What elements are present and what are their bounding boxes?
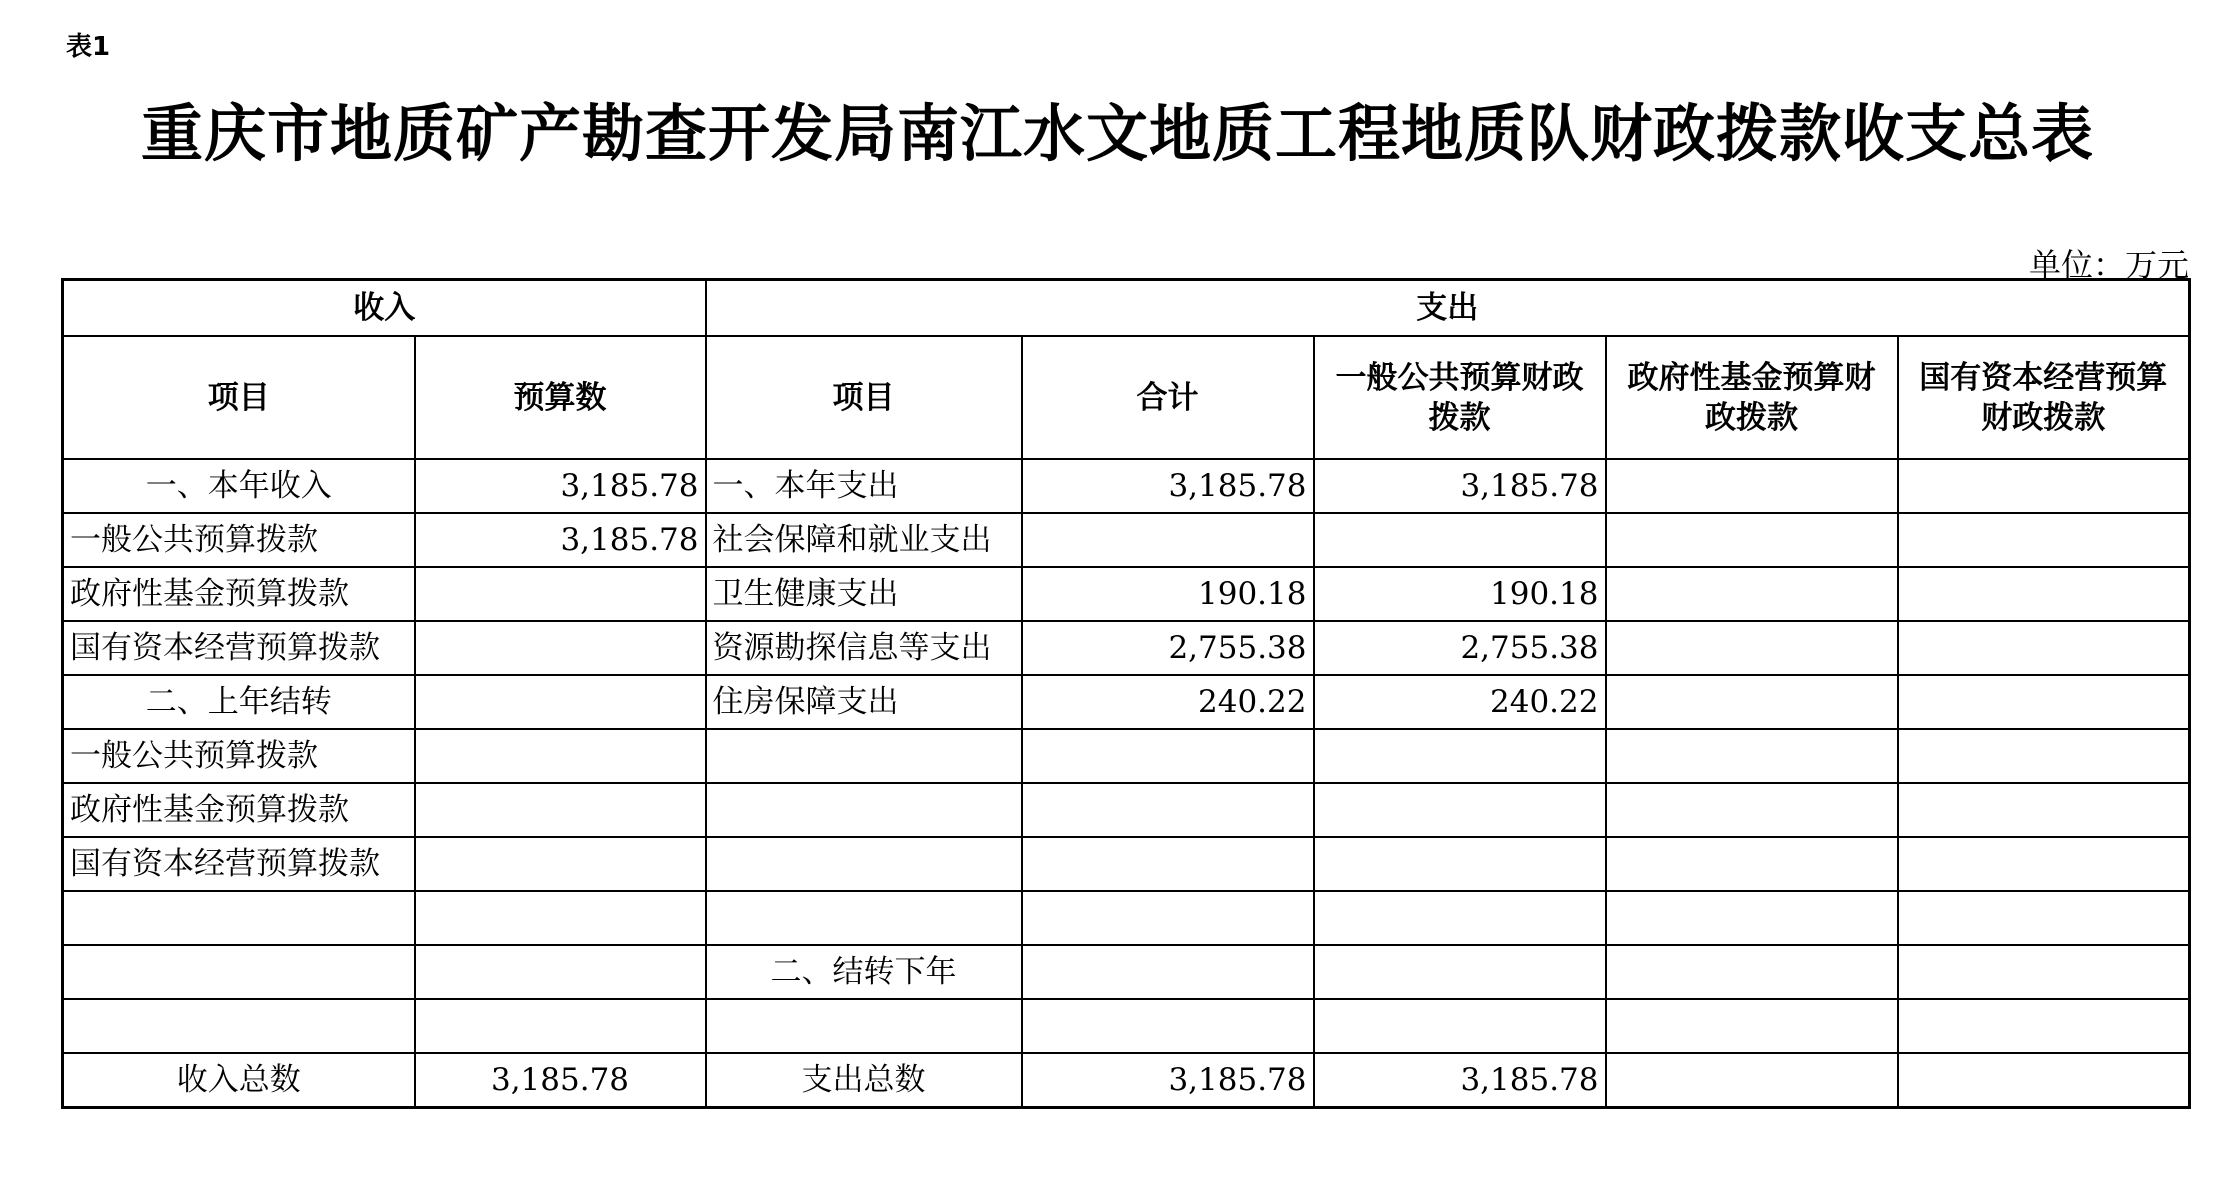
expenditure-total-cell — [1022, 891, 1314, 945]
income-item-cell: 政府性基金预算拨款 — [63, 567, 415, 621]
expenditure-total-cell — [1022, 783, 1314, 837]
gov-fund-budget-cell — [1606, 729, 1898, 783]
income-budget-cell: 3,185.78 — [415, 1053, 706, 1108]
gov-fund-budget-cell — [1606, 1053, 1898, 1108]
table-row — [63, 675, 2190, 729]
column-header-row — [63, 336, 2190, 459]
gov-fund-budget-cell — [1606, 459, 1898, 513]
income-budget-cell — [415, 621, 706, 675]
state-capital-budget-cell — [1898, 837, 2190, 891]
table-row — [63, 945, 2190, 999]
expenditure-item-cell: 一、本年支出 — [706, 459, 1022, 513]
general-budget-cell — [1314, 945, 1606, 999]
expenditure-total-cell — [1022, 513, 1314, 567]
income-item-cell: 收入总数 — [63, 1053, 415, 1108]
expenditure-total-header: 合计 — [1022, 336, 1314, 459]
income-item-cell — [63, 999, 415, 1053]
income-item-cell: 一般公共预算拨款 — [63, 729, 415, 783]
group-header-row — [63, 280, 2190, 337]
income-item-cell: 政府性基金预算拨款 — [63, 783, 415, 837]
income-budget-cell — [415, 567, 706, 621]
unit-label: 单位：万元 — [2028, 246, 2189, 284]
gov-fund-budget-cell — [1606, 621, 1898, 675]
state-capital-budget-cell — [1898, 729, 2190, 783]
expenditure-total-cell — [1022, 945, 1314, 999]
state-capital-budget-cell — [1898, 945, 2190, 999]
general-budget-cell — [1314, 513, 1606, 567]
income-budget-cell — [415, 783, 706, 837]
state-capital-budget-cell — [1898, 621, 2190, 675]
expenditure-item-cell — [706, 837, 1022, 891]
expenditure-item-cell: 资源勘探信息等支出 — [706, 621, 1022, 675]
expenditure-item-cell — [706, 891, 1022, 945]
general-budget-cell — [1314, 837, 1606, 891]
document-label: 表1 — [66, 32, 111, 62]
income-item-cell: 二、上年结转 — [63, 675, 415, 729]
income-item-cell — [63, 945, 415, 999]
expenditure-item-cell: 社会保障和就业支出 — [706, 513, 1022, 567]
income-item-cell: 国有资本经营预算拨款 — [63, 837, 415, 891]
budget-table — [61, 278, 2191, 1109]
table-row — [63, 783, 2190, 837]
income-budget-cell — [415, 999, 706, 1053]
general-budget-cell — [1314, 783, 1606, 837]
income-budget-cell — [415, 945, 706, 999]
expenditure-item-header: 项目 — [706, 336, 1022, 459]
general-budget-cell — [1314, 999, 1606, 1053]
table-row — [63, 729, 2190, 783]
table-row — [63, 999, 2190, 1053]
state-capital-budget-cell — [1898, 891, 2190, 945]
income-item-header: 项目 — [63, 336, 415, 459]
expenditure-total-cell — [1022, 837, 1314, 891]
state-capital-budget-cell — [1898, 459, 2190, 513]
income-budget-cell: 3,185.78 — [415, 513, 706, 567]
income-group-header: 收入 — [63, 280, 706, 337]
expenditure-total-cell: 3,185.78 — [1022, 459, 1314, 513]
table-row — [63, 513, 2190, 567]
gov-fund-budget-cell — [1606, 783, 1898, 837]
income-item-cell: 一般公共预算拨款 — [63, 513, 415, 567]
expenditure-total-cell: 3,185.78 — [1022, 1053, 1314, 1108]
gov-fund-budget-cell — [1606, 891, 1898, 945]
general-budget-cell: 190.18 — [1314, 567, 1606, 621]
state-capital-budget-cell — [1898, 783, 2190, 837]
table-row — [63, 459, 2190, 513]
expenditure-item-cell: 二、结转下年 — [706, 945, 1022, 999]
gov-fund-budget-cell — [1606, 567, 1898, 621]
income-item-cell: 一、本年收入 — [63, 459, 415, 513]
gov-fund-budget-cell — [1606, 675, 1898, 729]
expenditure-item-cell — [706, 783, 1022, 837]
gov-fund-budget-cell — [1606, 837, 1898, 891]
state-capital-budget-cell — [1898, 999, 2190, 1053]
table-row — [63, 837, 2190, 891]
gov-fund-budget-cell — [1606, 513, 1898, 567]
income-budget-cell — [415, 891, 706, 945]
table-row — [63, 891, 2190, 945]
general-budget-cell: 2,755.38 — [1314, 621, 1606, 675]
general-budget-cell: 3,185.78 — [1314, 1053, 1606, 1108]
state-capital-budget-cell — [1898, 567, 2190, 621]
expenditure-total-cell — [1022, 729, 1314, 783]
general-budget-cell — [1314, 729, 1606, 783]
gov-fund-budget-cell — [1606, 999, 1898, 1053]
income-budget-cell: 3,185.78 — [415, 459, 706, 513]
income-budget-cell — [415, 729, 706, 783]
general-budget-cell: 3,185.78 — [1314, 459, 1606, 513]
document-title: 重庆市地质矿产勘查开发局南江水文地质工程地质队财政拨款收支总表 — [140, 97, 2094, 170]
income-item-cell: 国有资本经营预算拨款 — [63, 621, 415, 675]
table-row — [63, 567, 2190, 621]
expenditure-total-cell: 240.22 — [1022, 675, 1314, 729]
expenditure-total-cell — [1022, 999, 1314, 1053]
expenditure-item-cell: 支出总数 — [706, 1053, 1022, 1108]
expenditure-item-cell: 卫生健康支出 — [706, 567, 1022, 621]
expenditure-total-cell: 2,755.38 — [1022, 621, 1314, 675]
income-budget-cell — [415, 675, 706, 729]
expenditure-total-cell: 190.18 — [1022, 567, 1314, 621]
expenditure-item-cell: 住房保障支出 — [706, 675, 1022, 729]
gov-fund-budget-cell — [1606, 945, 1898, 999]
general-budget-cell — [1314, 891, 1606, 945]
state-capital-budget-cell — [1898, 675, 2190, 729]
state-capital-budget-cell — [1898, 513, 2190, 567]
income-budget-header: 预算数 — [415, 336, 706, 459]
general-budget-cell: 240.22 — [1314, 675, 1606, 729]
income-item-cell — [63, 891, 415, 945]
income-budget-cell — [415, 837, 706, 891]
expenditure-item-cell — [706, 729, 1022, 783]
expenditure-item-cell — [706, 999, 1022, 1053]
table-row — [63, 621, 2190, 675]
state-capital-budget-cell — [1898, 1053, 2190, 1108]
table-row — [63, 1053, 2190, 1108]
state-capital-budget-header: 国有资本经营预算财政拨款 — [1898, 336, 2190, 459]
gov-fund-budget-header: 政府性基金预算财政拨款 — [1606, 336, 1898, 459]
general-budget-header: 一般公共预算财政拨款 — [1314, 336, 1606, 459]
expenditure-group-header: 支出 — [706, 280, 2190, 337]
